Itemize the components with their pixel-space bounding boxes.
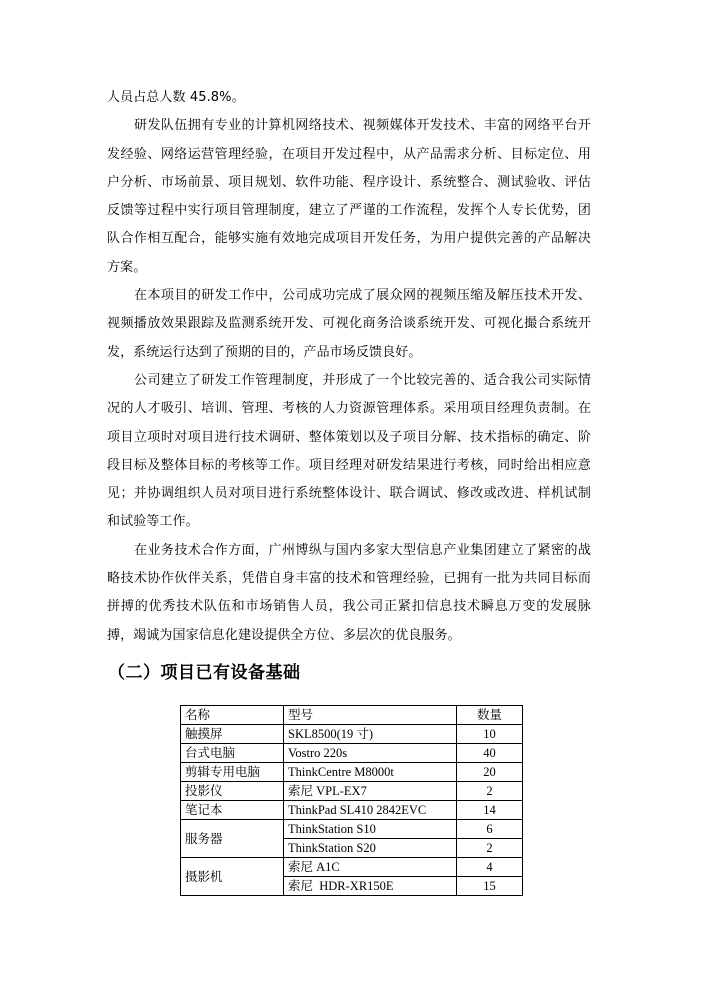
cell-model: ThinkPad SL410 2842EVC — [284, 801, 457, 820]
cell-qty: 2 — [457, 782, 523, 801]
table-row — [181, 820, 523, 839]
cell-model: Vostro 220s — [284, 744, 457, 763]
cell-name: 触摸屏 — [181, 725, 284, 744]
cell-name: 剪辑专用电脑 — [181, 763, 284, 782]
cell-qty: 15 — [457, 877, 523, 896]
cell-model: 索尼 VPL-EX7 — [284, 782, 457, 801]
cell-model: 索尼 A1C — [284, 858, 457, 877]
cell-model: ThinkStation S20 — [284, 839, 457, 858]
cell-model: SKL8500(19 寸) — [284, 725, 457, 744]
header-name: 名称 — [181, 706, 284, 725]
header-qty: 数量 — [457, 706, 523, 725]
cell-name: 摄影机 — [181, 858, 284, 896]
cell-name: 台式电脑 — [181, 744, 284, 763]
cell-model: ThinkCentre M8000t — [284, 763, 457, 782]
table-row — [181, 725, 523, 744]
cell-name: 投影仪 — [181, 782, 284, 801]
cell-qty: 6 — [457, 820, 523, 839]
cell-model: 索尼 HDR-XR150E — [284, 877, 457, 896]
cell-model: ThinkStation S10 — [284, 820, 457, 839]
equipment-table — [180, 705, 523, 896]
cell-qty: 20 — [457, 763, 523, 782]
cell-qty: 14 — [457, 801, 523, 820]
paragraph-3: 在本项目的研发工作中，公司成功完成了展众网的视频压缩及解压技术开发、视频播放效果跟踪及监测系统开发、可视化商务洽谈系统开发、可视化撮合系统开发，系统运行达到了预期的目的，产品市场反馈良好。 — [107, 288, 591, 360]
cell-qty: 2 — [457, 839, 523, 858]
paragraph-4: 公司建立了研发工作管理制度，并形成了一个比较完善的、适合我公司实际情况的人才吸引、培训、管理、考核的人力资源管理体系。采用项目经理负责制。在项目立项时对项目进行技术调研、整体策划以及子项目分解、技术指标的确定、阶段目标及整体目标的考核等工作。项目经理对研发结果进行考核，同时给出相应意见；并协调组织人员对项目进行系统整体设计、联合调试、修改或改进、样机试制和试验等工作。 — [107, 372, 591, 530]
table-header-row — [181, 706, 523, 725]
cell-qty: 10 — [457, 725, 523, 744]
paragraph-5: 在业务技术合作方面，广州博纵与国内多家大型信息产业集团建立了紧密的战略技术协作伙伴关系，凭借自身丰富的技术和管理经验，已拥有一批为共同目标而拼搏的优秀技术队伍和市场销售人员，我公司正紧扣信息技术瞬息万变的发展脉搏，竭诚为国家信息化建设提供全方位、多层次的优良服务。 — [107, 542, 591, 643]
table-row — [181, 744, 523, 763]
cell-name: 笔记本 — [181, 801, 284, 820]
table-row — [181, 763, 523, 782]
section-heading: （二）项目已有设备基础 — [108, 663, 301, 683]
cell-qty: 4 — [457, 858, 523, 877]
paragraph-2: 研发队伍拥有专业的计算机网络技术、视频媒体开发技术、丰富的网络平台开发经验、网络运营管理经验，在项目开发过程中，从产品需求分析、目标定位、用户分析、市场前景、项目规划、软件功能、程序设计、系统整合、测试验收、评估反馈等过程中实行项目管理制度，建立了严谨的工作流程，发挥个人专长优势，团队合作相互配合，能够实施有效地完成项目开发任务，为用户提供完善的产品解决方案。 — [107, 118, 591, 275]
table-row — [181, 858, 523, 877]
header-model: 型号 — [284, 706, 457, 725]
cell-name: 服务器 — [181, 820, 284, 858]
paragraph-1: 人员占总人数 45.8%。 — [107, 90, 245, 105]
cell-qty: 40 — [457, 744, 523, 763]
table-row — [181, 782, 523, 801]
body-text — [107, 84, 591, 650]
table-row — [181, 801, 523, 820]
